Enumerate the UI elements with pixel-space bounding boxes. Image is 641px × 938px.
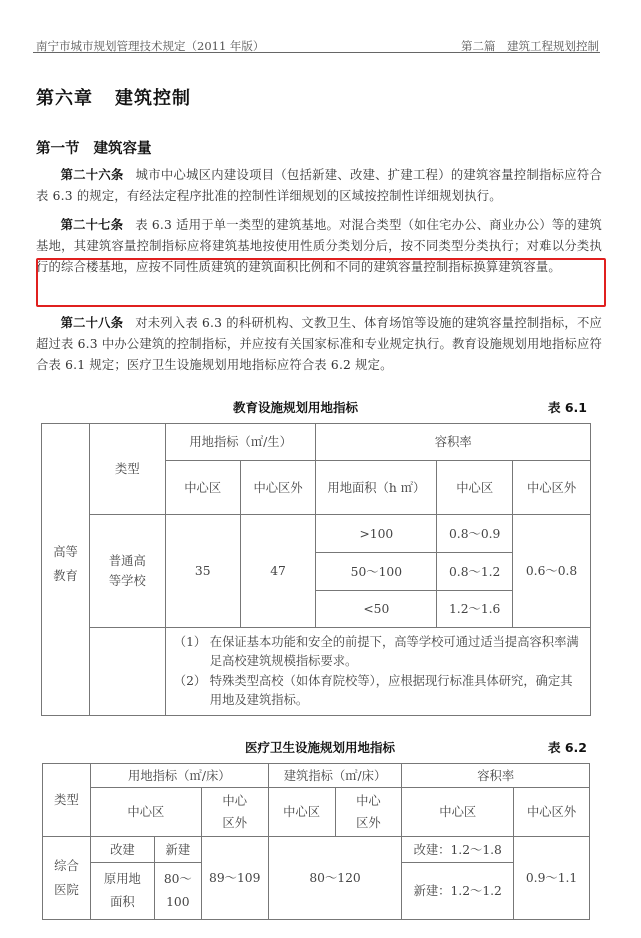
article-text: 城市中心城区内建设项目（包括新建、改建、扩建工程）的建筑容量控制指标应符合表 6.3 的规定，有经法定程序批准的控制性详细规划的区域按控制性详细规划执行。: [36, 168, 602, 203]
table2-build-value: 80～120: [268, 837, 402, 920]
section-number: 第一节: [36, 141, 80, 157]
table1-land-center: 35: [165, 515, 240, 628]
table2-header-land-center: 中心区: [90, 788, 201, 837]
table1-header-land-index: 用地指标（㎡/生）: [165, 424, 316, 461]
table2-header-type: 类型: [43, 764, 91, 837]
note-text: 在保证基本功能和安全的前提下，高等学校可通过适当提高容积率满足高校建筑规模指标要求。: [209, 634, 579, 668]
table1-area-1: >100: [316, 515, 437, 553]
chapter-title: 建筑控制: [115, 88, 191, 109]
article-text: 对未列入表 6.3 的科研机构、文教卫生、体育场馆等设施的建筑容量控制指标，不应超过表 6.3 中办公建筑的控制指标，并应按有关国家标准和专业规定执行。教育设施规划用地指标应符合表 6.1 规定；医疗卫生设施规划用地指标应符合表 6.2 规定。: [36, 316, 602, 372]
table1-note-1: [174, 633, 582, 672]
table1-header-site-area: 用地面积（h ㎡）: [316, 461, 437, 515]
table2-newbuild-value: [154, 863, 201, 920]
table2-header-land-index: 用地指标（㎡/床）: [90, 764, 268, 788]
header-text: 中心区外: [356, 794, 381, 830]
table2-number: 表 6.2: [548, 740, 587, 755]
table2-title: 医疗卫生设施规划用地指标: [245, 740, 396, 755]
section-heading: [36, 137, 152, 158]
table1-subtype: [89, 515, 165, 628]
table2-header-build-center: 中心区: [268, 788, 335, 837]
header-text: 中心区外: [222, 794, 248, 830]
table1-category: [42, 540, 89, 588]
table2-category-text: 综合医院: [54, 859, 79, 897]
chapter-heading: [36, 84, 191, 110]
highlight-box: [36, 258, 606, 307]
table2-rebuild-value: [90, 863, 154, 920]
table1-notes: [165, 628, 590, 716]
article-text: 表 6.3 适用于单一类型的建筑基地。对混合类型（如住宅办公、商业办公）等的建筑基地，其建筑容量控制指标应将建筑基地按使用性质分类划分后，按不同类型分类执行；对难以分类执行的综合楼基地，应按不同性质建筑的建筑面积比例和不同的建筑容量控制指标换算建筑容量。: [36, 218, 602, 274]
table2-land-outside: 89～109: [201, 837, 268, 920]
table1-note-spacer: [89, 628, 165, 716]
note-key: （1）: [173, 634, 207, 649]
table2-category: [43, 837, 91, 920]
article-label: 第二十六条: [60, 168, 124, 182]
article-28: [36, 313, 602, 376]
table1-category-text: 高等教育: [53, 545, 78, 583]
table-6-2: [42, 763, 590, 920]
table2-far-newbuild: 新建：1.2～1.2: [402, 863, 514, 920]
note-key: （2）: [173, 673, 207, 688]
table2-header-land-outside: [201, 788, 268, 837]
cell-text: 原用地面积: [103, 872, 141, 909]
table2-header-far: 容积率: [402, 764, 590, 788]
table1-far-center-3: 1.2～1.6: [437, 591, 513, 628]
table1-header-center: 中心区: [165, 461, 240, 515]
table2-header-far-center: 中心区: [402, 788, 514, 837]
table1-far-outside: 0.6～0.8: [513, 515, 591, 628]
running-header-right: 第二篇 建筑工程规划控制: [461, 39, 599, 53]
article-26: [36, 165, 602, 207]
article-label: 第二十八条: [60, 316, 124, 330]
table2-rebuild: 改建: [90, 837, 154, 863]
table1-header-type: 类型: [89, 424, 165, 515]
table1-far-center-1: 0.8～0.9: [437, 515, 513, 553]
note-text: 特殊类型高校（如体育院校等），应根据现行标准具体研究，确定其用地及建筑指标。: [209, 673, 573, 707]
table1-note-2: [174, 672, 582, 711]
table1-subtype-text: 普通高等学校: [108, 554, 146, 588]
table2-header-far-outside: 中心区外: [514, 788, 590, 837]
table2-far-rebuild: 改建：1.2～1.8: [402, 837, 514, 863]
table1-title: 教育设施规划用地指标: [233, 400, 359, 415]
table2-newbuild: 新建: [154, 837, 201, 863]
table1-header-far-outside: 中心区外: [513, 461, 591, 515]
running-header-left: 南宁市城市规划管理技术规定（2011 年版）: [36, 39, 265, 53]
chapter-number: 第六章: [36, 88, 93, 109]
table1-header-far: 容积率: [316, 424, 591, 461]
table1-number: 表 6.1: [548, 400, 587, 415]
section-title: 建筑容量: [93, 141, 152, 157]
table2-header-build-index: 建筑指标（㎡/床）: [268, 764, 402, 788]
table2-far-outside: 0.9～1.1: [514, 837, 590, 920]
table-6-1: [41, 423, 591, 716]
table1-header-far-center: 中心区: [437, 461, 513, 515]
table1-land-outside: 47: [240, 515, 316, 628]
table1-area-2: 50～100: [316, 553, 437, 591]
cell-text: 80～100: [163, 872, 192, 909]
table1-far-center-2: 0.8～1.2: [437, 553, 513, 591]
article-label: 第二十七条: [60, 218, 124, 232]
table2-header-build-outside: [335, 788, 402, 837]
header-rule: [33, 52, 600, 53]
table1-header-outside: 中心区外: [240, 461, 316, 515]
table1-area-3: <50: [316, 591, 437, 628]
